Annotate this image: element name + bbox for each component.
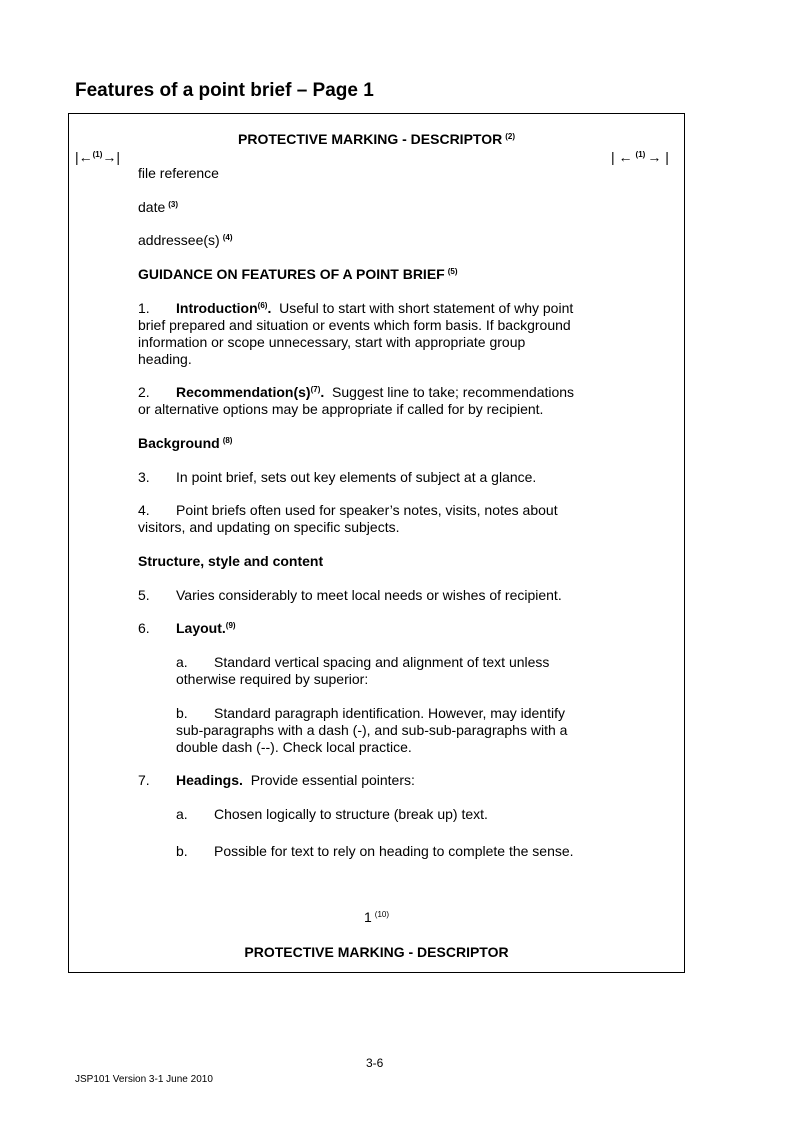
para-6b-text: Standard paragraph identification. However, may identify — [214, 705, 565, 721]
para-6a-number: a. — [176, 654, 188, 670]
para-6a-text: Standard vertical spacing and alignment of text unless — [214, 654, 550, 670]
para-6-number: 6. — [138, 620, 150, 636]
para-2-number: 2. — [138, 384, 150, 400]
frame-tick-right — [684, 657, 685, 665]
page-title: Features of a point brief – Page 1 — [75, 80, 374, 101]
inner-page-number: 1 $^{(10)}$ — [363, 909, 390, 925]
para-3-text: In point brief, sets out key elements of subject at a glance. — [176, 469, 537, 485]
para-4-number: 4. — [138, 502, 150, 518]
para-7b-number: b. — [176, 843, 188, 859]
para-7-text: Headings. Provide essential pointers: — [176, 772, 415, 788]
heading-background: Background $^{(8)}$ — [138, 435, 233, 451]
protective-marking-top: PROTECTIVE MARKING - DESCRIPTOR $^{(2)}$ — [238, 131, 515, 147]
para-7a-text: Chosen logically to structure (break up) text. — [214, 806, 488, 822]
addressee-field: addressee(s) $^{(4)}$ — [138, 232, 233, 248]
para-7-number: 7. — [138, 772, 150, 788]
frame-tick-left — [68, 657, 69, 665]
para-6b-line: double dash (--). Check local practice. — [176, 739, 412, 755]
heading-guidance: GUIDANCE ON FEATURES OF A POINT BRIEF $^{(5)}$ — [138, 266, 458, 282]
para-1-line: heading. — [138, 351, 192, 367]
para-6b-number: b. — [176, 705, 188, 721]
para-4-line: visitors, and updating on specific subjects. — [138, 519, 400, 535]
para-6b-line: sub-paragraphs with a dash (-), and sub-sub-paragraphs with a — [176, 722, 568, 738]
para-1-number: 1. — [138, 300, 150, 316]
para-3-number: 3. — [138, 469, 150, 485]
para-5-text: Varies considerably to meet local needs or wishes of recipient. — [176, 587, 562, 603]
para-6a-line: otherwise required by superior: — [176, 671, 369, 687]
heading-structure: Structure, style and content — [138, 553, 324, 569]
protective-marking-bottom: PROTECTIVE MARKING - DESCRIPTOR — [244, 944, 509, 960]
date-field: date $^{(3)}$ — [138, 199, 179, 215]
para-1-first-line: Introduction$^{(6)}$. Useful to start with short statement of why point — [176, 300, 574, 316]
para-6-heading: Layout.$^{(9)}$ — [176, 620, 236, 636]
para-2-first-line: $Recommendation(s)^{(7)}$. Suggest line to take; recommendations — [176, 384, 575, 400]
para-7a-number: a. — [176, 806, 188, 822]
left-margin-indicator: |←$^{(1)}$→| — [75, 149, 121, 165]
para-4-text: Point briefs often used for speaker’s notes, visits, notes about — [176, 502, 558, 518]
file-reference: file reference — [138, 165, 219, 181]
para-2-line: or alternative options may be appropriate if called for by recipient. — [138, 401, 544, 417]
footer-page-number: 3-6 — [366, 1056, 384, 1070]
para-7b-text: Possible for text to rely on heading to complete the sense. — [214, 843, 574, 859]
para-1-line: brief prepared and situation or events which form basis. If background — [138, 317, 571, 333]
para-1-line: information or scope unnecessary, start with appropriate group — [138, 334, 526, 350]
footer-version: JSP101 Version 3-1 June 2010 — [75, 1074, 213, 1085]
right-margin-indicator: | ← $^{(1)}$ → | — [611, 149, 669, 165]
para-5-number: 5. — [138, 587, 150, 603]
